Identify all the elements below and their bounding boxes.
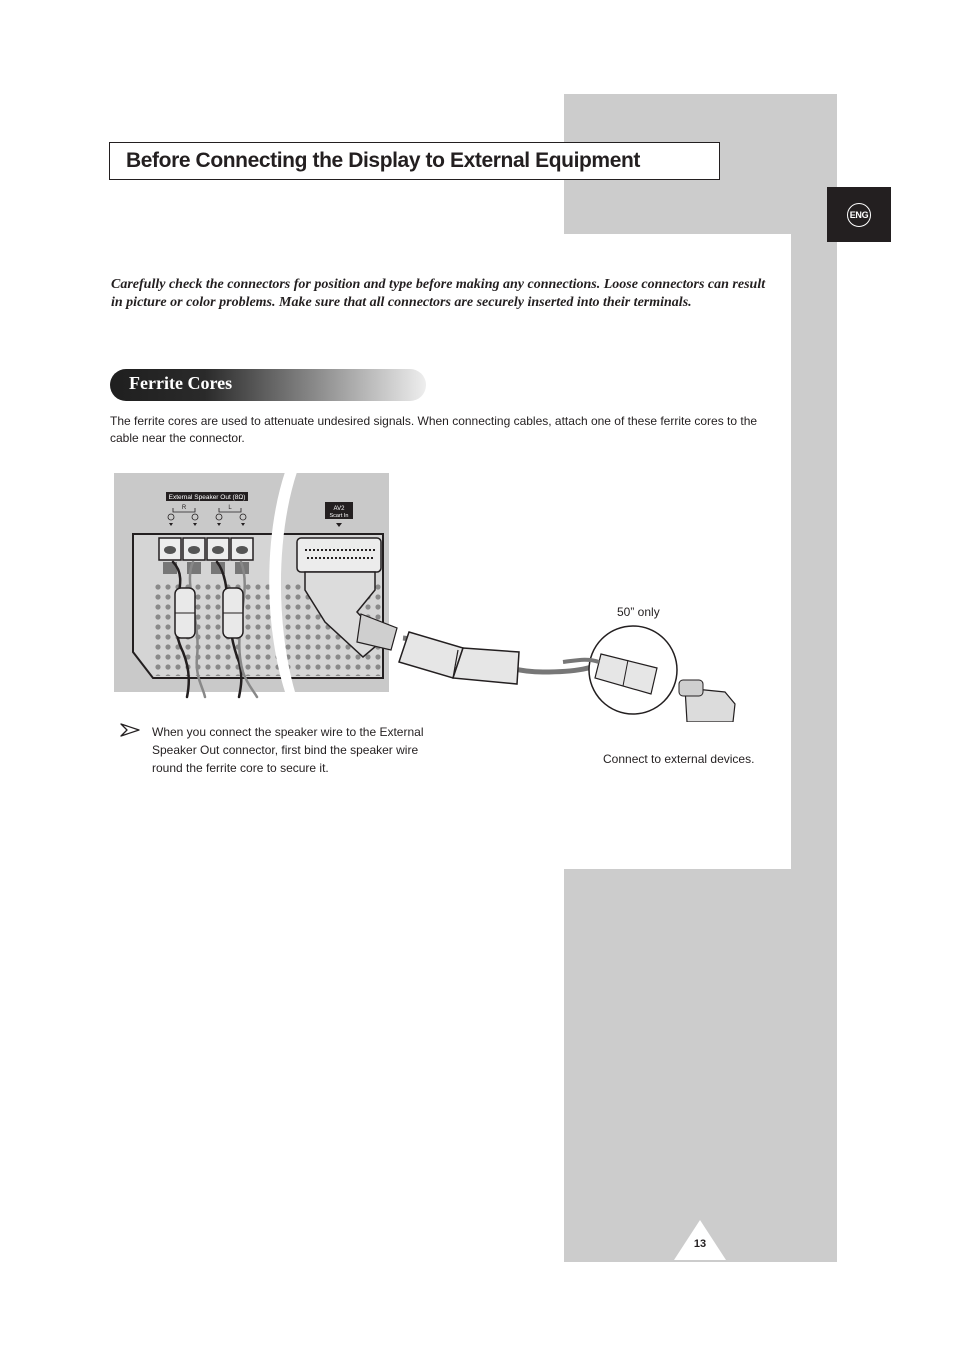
- page-title: Before Connecting the Display to External Equipment: [126, 149, 641, 172]
- section-heading: Ferrite Cores: [129, 373, 233, 393]
- callout-caption: 50” only: [617, 605, 660, 619]
- language-tab-label: ENG: [847, 203, 871, 227]
- note-arrow-icon: [120, 722, 140, 738]
- page-title-box: [109, 142, 720, 180]
- device-caption: Connect to external devices.: [603, 752, 755, 766]
- speaker-out-label-text: External Speaker Out (8Ω): [168, 494, 246, 501]
- note-text: When you connect the speaker wire to the External Speaker Out connector, first bind the speaker wire round the ferrite core to secure it.: [152, 725, 424, 775]
- scart-ferrite-core: [399, 632, 519, 684]
- scart-label-line2: Scart In: [329, 513, 349, 519]
- page-number: 13: [693, 1238, 707, 1250]
- side-band-bottom: [564, 869, 837, 1262]
- channel-right-label: R: [181, 505, 187, 511]
- channel-left-label: L: [228, 505, 232, 511]
- language-tab: [827, 187, 891, 242]
- side-band-middle: [791, 234, 837, 870]
- intro-paragraph: Carefully check the connectors for position and type before making any connections. Loose connectors can result in picture or color problems. Make sure that all connectors are securely inserted into their terminals.: [111, 277, 766, 310]
- section-body: The ferrite cores are used to attenuate undesired signals. When connecting cables, attach one of these ferrite cores to the cable near the connector.: [110, 414, 758, 445]
- external-scart-plug: [679, 680, 735, 722]
- ferrite-core-illustration: [113, 472, 773, 722]
- scart-label-line1: AV2: [333, 506, 345, 512]
